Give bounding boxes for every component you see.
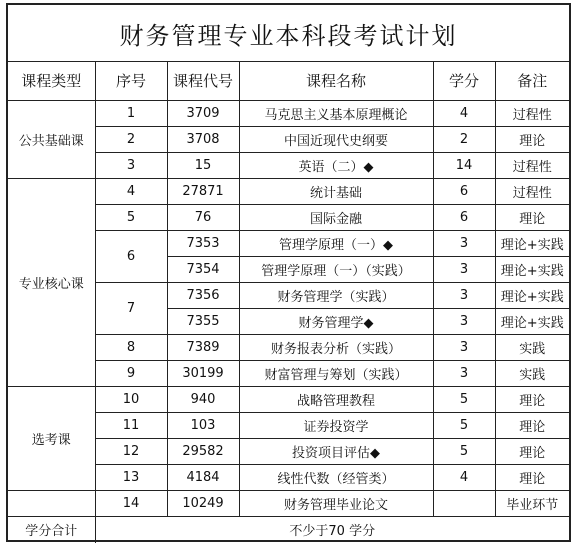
cell-seq: 6 [95,230,167,282]
cell-code: 7356 [167,282,239,308]
cell-seq: 13 [95,464,167,490]
cell-note: 理论 [495,412,569,438]
header-row [8,62,569,100]
cell-credit: 5 [433,386,495,412]
header-seq: 序号 [95,62,167,100]
cell-note: 理论+实践 [495,256,569,282]
cell-seq: 10 [95,386,167,412]
cell-code: 76 [167,204,239,230]
table-row [8,490,569,516]
cell-credit: 4 [433,464,495,490]
cell-credit: 6 [433,204,495,230]
cell-seq: 8 [95,334,167,360]
group-core: 专业核心课 [8,178,95,386]
group-public: 公共基础课 [8,100,95,178]
cell-name: 马克思主义基本原理概论 [239,100,433,126]
cell-note: 理论+实践 [495,282,569,308]
total-label: 学分合计 [8,516,95,543]
cell-code: 4184 [167,464,239,490]
cell-code: 29582 [167,438,239,464]
cell-name: 国际金融 [239,204,433,230]
cell-note: 过程性 [495,178,569,204]
cell-note: 理论+实践 [495,308,569,334]
header-code: 课程代号 [167,62,239,100]
cell-code: 7355 [167,308,239,334]
cell-name: 中国近现代史纲要 [239,126,433,152]
exam-plan-table [8,62,569,543]
cell-seq: 7 [95,282,167,334]
cell-credit: 4 [433,100,495,126]
header-name: 课程名称 [239,62,433,100]
cell-code: 7354 [167,256,239,282]
cell-code: 30199 [167,360,239,386]
cell-code: 7353 [167,230,239,256]
cell-code: 940 [167,386,239,412]
cell-seq: 1 [95,100,167,126]
cell-note: 毕业环节 [495,490,569,516]
cell-name: 财富管理与筹划（实践） [239,360,433,386]
cell-note: 理论 [495,464,569,490]
cell-credit: 3 [433,282,495,308]
cell-seq: 3 [95,152,167,178]
header-type: 课程类型 [8,62,95,100]
cell-credit: 3 [433,360,495,386]
cell-credit: 2 [433,126,495,152]
table-row [8,178,569,204]
cell-note: 理论+实践 [495,230,569,256]
cell-credit: 6 [433,178,495,204]
cell-name: 财务报表分析（实践） [239,334,433,360]
cell-note: 理论 [495,386,569,412]
total-row [8,516,569,543]
cell-note: 理论 [495,126,569,152]
cell-name: 管理学原理（一）◆ [239,230,433,256]
cell-name: 财务管理学◆ [239,308,433,334]
cell-note: 实践 [495,360,569,386]
header-credit: 学分 [433,62,495,100]
cell-name: 统计基础 [239,178,433,204]
cell-note: 理论 [495,204,569,230]
cell-seq: 4 [95,178,167,204]
cell-name: 投资项目评估◆ [239,438,433,464]
cell-name: 管理学原理（一）（实践） [239,256,433,282]
cell-name: 证券投资学 [239,412,433,438]
cell-code: 10249 [167,490,239,516]
cell-name: 英语（二）◆ [239,152,433,178]
table-row [8,386,569,412]
cell-name: 财务管理毕业论文 [239,490,433,516]
cell-note: 过程性 [495,100,569,126]
cell-note: 理论 [495,438,569,464]
cell-seq: 5 [95,204,167,230]
cell-credit: 14 [433,152,495,178]
cell-credit: 3 [433,230,495,256]
table-row [8,100,569,126]
header-note: 备注 [495,62,569,100]
cell-code: 3709 [167,100,239,126]
cell-seq: 14 [95,490,167,516]
table-title: 财务管理专业本科段考试计划 [8,5,569,62]
cell-code: 7389 [167,334,239,360]
cell-credit: 3 [433,334,495,360]
cell-credit: 3 [433,308,495,334]
cell-credit: 3 [433,256,495,282]
group-elective: 选考课 [8,386,95,490]
cell-seq: 12 [95,438,167,464]
cell-credit [433,490,495,516]
cell-name: 战略管理教程 [239,386,433,412]
cell-name: 线性代数（经管类） [239,464,433,490]
cell-code: 15 [167,152,239,178]
cell-type-empty [8,490,95,516]
cell-code: 3708 [167,126,239,152]
total-value: 不少于70 学分 [95,516,569,543]
cell-seq: 2 [95,126,167,152]
exam-plan-table-frame [6,3,571,542]
cell-seq: 11 [95,412,167,438]
cell-code: 27871 [167,178,239,204]
cell-code: 103 [167,412,239,438]
cell-credit: 5 [433,438,495,464]
cell-seq: 9 [95,360,167,386]
cell-note: 过程性 [495,152,569,178]
cell-credit: 5 [433,412,495,438]
cell-note: 实践 [495,334,569,360]
cell-name: 财务管理学（实践） [239,282,433,308]
